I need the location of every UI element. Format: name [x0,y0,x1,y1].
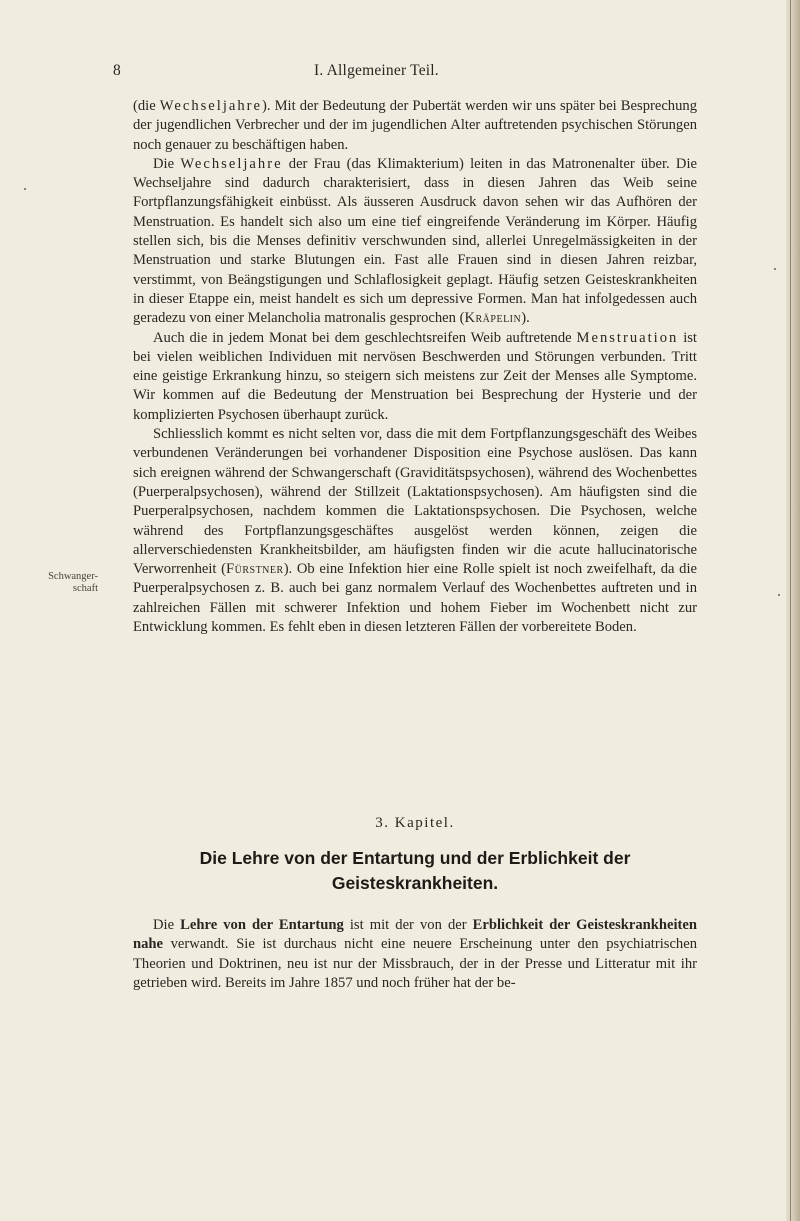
author-name: Fürstner [226,561,284,578]
paragraph [133,329,697,425]
text-run: Schliesslich kommt es nicht selten vor, dass die mit dem Fortpflanzungsgeschäft des Weibes verbundenen Veränderungen bei vorhandener Disposition eine Psychose auslösen. Das kann sich ereignen während der Schwangerschaft (Graviditätspsychosen), während des Wochenbettes (Puerperalpsychosen), während der Stillzeit (Laktationspsychosen). Am häufigsten sind die Puerperalpsychosen, nachdem kommen die Laktationspsychosen. Die Psychosen, welche während des Fortpflanzungsgeschäftes ausgelöst werden können, zeigen die allerverschiedensten Krankheitsbilder, am häufigsten finden wir die acute hallucinatorische Verworrenheit ( [133,426,697,578]
bold-term: Lehre von der Entartung [180,917,344,933]
paper-speck [778,594,780,596]
bold-term: Erblichkeit der Geisteskrankheiten nahe [133,917,697,953]
page-edge-line [790,0,791,1221]
text-run: Die [153,155,181,172]
paper-speck [774,268,776,270]
spaced-term: Wechseljahre [159,98,262,114]
page-number: 8 [113,62,121,79]
paragraph [133,97,697,155]
text-run: der Frau (das Klimakterium) leiten in das Matronenalter über. Die Wechseljahre sind dadurch charakterisiert, dass in diesen Jahren das Weib seine Fortpflanzungsfähigkeit einbüsst. Als äusseren Ausdruck davon sehen wir das Aufhören der Menstruation. Es handelt sich also um eine tief eingreifende Veränderung im Körper. Häufig stellen sich, bis die Menses definitiv verschwunden sind, allerlei Unregelmässigkeiten in der Menstruation und starke Blutungen ein. Fast alle Frauen sind in diesen Jahren reizbar, verstimmt, von Beängstigungen und Schlaflosigkeit geplagt. Häufig setzen Geisteskrankheiten in dieser Etappe ein, meist handelt es sich um depressive Formen. Man hat infolgedessen auch geradezu von einer Melancholia matronalis gesprochen ( [133,155,697,327]
spaced-term: Menstruation [576,329,679,346]
text-run: ). [521,310,530,327]
text-run: ). Mit der Bedeutung der Pubertät werden wir uns später bei Besprechung der jugendlichen Verbrecher und der im jugendlichen Alter auftretenden psychischen Störungen noch genauer zu beschäftigen haben. [133,98,697,153]
text-run: ist mit der von der [343,917,473,933]
page-edge [786,0,800,1221]
text-run: ist bei vielen weiblichen Individuen mit nervösen Beschwerden und Störungen verbunden. Tritt eine geistige Erkrankung hinzu, so steigern sich meistens zur Zeit der Menses alle Symptome. Wir kommen auf die Bedeutung der Menstruation bei Besprechung der Hysterie und der komplizierten Psychosen überhaupt zurück. [133,329,697,423]
paper-speck [24,188,26,190]
chapter-title-line: Die Lehre von der Entartung und der Erblichkeit der [199,848,631,868]
text-run: ). Ob eine Infektion hier eine Rolle spielt ist noch zweifelhaft, da die Puerperalpsychosen z. B. auch bei ganz normalem Verlauf des Wochenbettes auftreten und in zahlreichen Fällen mit schwerer Infektion und hohem Fieber im Wochenbett nicht zur Entwicklung kommen. Es fehlt eben in diesen letzteren Fällen der vorbereitete Boden. [133,561,697,636]
body-text-continued [133,916,697,993]
margin-note: Schwanger-schaft [48,571,98,594]
paragraph [133,425,697,637]
paragraph [133,916,697,993]
chapter-label: 3. Kapitel. [375,815,455,831]
author-name: Kräpelin [464,310,522,327]
text-run: verwandt. Sie ist durchaus nicht eine neuere Erscheinung unter den psychiatrischen Theorien und Doktrinen, neu ist nur der Missbrauch, der in der Presse und Litteratur mit ihr getrieben wird. Bereits im Jahre 1857 und noch früher hat der be- [133,936,697,991]
paragraph [133,155,697,329]
text-run: Auch die in jedem Monat bei dem geschlechtsreifen Weib auftretende [153,329,577,346]
running-title: I. Allgemeiner Teil. [314,62,439,79]
chapter-title [133,846,697,896]
body-text [133,97,697,637]
spaced-term: Wechseljahre [180,155,283,172]
chapter-title-line: Geisteskrankheiten. [331,873,499,893]
text-run: Die [153,917,181,933]
text-run: (die [133,98,160,114]
page-header [113,62,697,82]
